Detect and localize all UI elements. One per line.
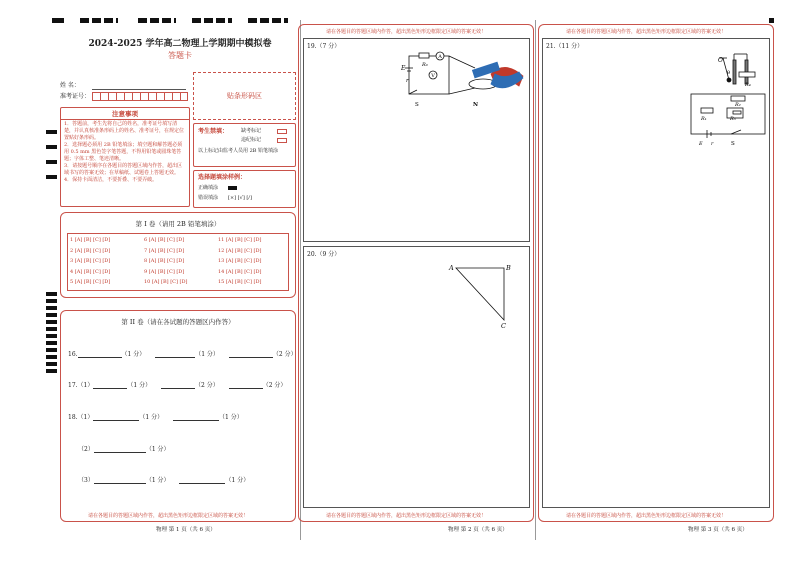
page3-footer-note: 请在各题目的答题区域内作答，超出黑色矩形边框限定区域的答案无效！ <box>566 513 727 519</box>
timing-mark <box>46 175 57 179</box>
choice-question-row[interactable]: 10 [A] [B] [C] [D] <box>144 279 188 285</box>
choice-question-row[interactable]: 9 [A] [B] [C] [D] <box>144 268 185 275</box>
page-title: 2024-2025 学年高二物理上学期期中模拟卷 <box>88 39 272 49</box>
status-box <box>193 123 296 167</box>
correct-fill-sample <box>228 186 237 190</box>
wrong-fill-label: 错误填涂 <box>198 195 219 201</box>
note-item: 4．保持卡面清洁，不要折叠、不要弄破。 <box>64 177 158 183</box>
fill-example-box <box>193 170 296 208</box>
page3-number: 物理 第 3 页（共 6 页） <box>688 527 748 533</box>
note-item: 1．答题前，考生先将自己的姓名，准考证号填写清楚，并认真核准条形码上的姓名、准考证号，在规定位置贴好条形码。 <box>64 121 185 141</box>
section2-title: 第 II 卷（请在各试题的答题区内作答） <box>121 318 235 326</box>
resistance-r-label: r <box>406 78 409 84</box>
timing-mark <box>80 18 118 23</box>
timing-mark-strip <box>46 292 57 374</box>
page2-number: 物理 第 2 页（共 6 页） <box>448 527 508 533</box>
exam-no-label: 准考证号： <box>60 93 91 100</box>
section1-title: 第 I 卷（请用 2B 铅笔填涂） <box>135 220 221 228</box>
choice-question-row[interactable]: 2 [A] [B] [C] [D] <box>70 247 111 254</box>
violation-label: 违纪标记 <box>241 137 262 143</box>
page-subtitle: 答题卡 <box>168 51 192 60</box>
r4-label: R₄ <box>745 82 751 88</box>
switch-label: S <box>415 102 419 108</box>
notes-heading: 注意事项 <box>61 108 189 120</box>
magnet-s-label: S <box>485 58 489 64</box>
correct-fill-label: 正确填涂 <box>198 185 219 191</box>
barcode-area <box>193 72 296 120</box>
choice-question-row[interactable]: 12 [A] [B] [C] [D] <box>218 247 262 254</box>
wrong-fill-marks: [×] [√] [/] <box>228 195 252 201</box>
choice-question-row[interactable]: 5 [A] [B] [C] [D] <box>70 279 111 285</box>
timing-mark <box>46 160 57 164</box>
switch-label: S <box>731 141 735 146</box>
name-field[interactable] <box>92 89 186 90</box>
vertex-b-label: B <box>506 264 511 272</box>
vertex-c-label: C <box>501 322 506 330</box>
choice-question-row[interactable]: 11 [A] [B] [C] [D] <box>218 237 262 243</box>
choice-question-row[interactable]: 1 [A] [B] [C] [D] <box>70 237 111 243</box>
timing-mark <box>46 130 57 134</box>
emf-label: E <box>699 141 703 146</box>
resistance-r-label: r <box>711 141 714 146</box>
absent-label: 缺考标记 <box>241 128 262 134</box>
page2-footer-note: 请在各题目的答题区域内作答，超出黑色矩形边框限定区域的答案无效！ <box>326 513 487 519</box>
q19-circuit-diagram <box>395 48 535 118</box>
q21-circuit-diagram <box>683 50 773 146</box>
choice-question-row[interactable]: 8 [A] [B] [C] [D] <box>144 258 185 264</box>
timing-mark <box>46 145 57 149</box>
voltmeter-label: V <box>431 73 435 79</box>
q21-label: 21.（11 分） <box>546 43 584 50</box>
violation-checkbox[interactable] <box>277 138 287 143</box>
q19-label: 19.（7 分） <box>307 43 341 50</box>
choice-question-row[interactable]: 3 [A] [B] [C] [D] <box>70 258 111 264</box>
vertex-a-label: A <box>449 264 454 272</box>
name-label: 姓 名： <box>60 82 80 89</box>
q16-answer-line[interactable]: 16. （1 分） （1 分） （2 分） <box>68 351 297 358</box>
r3-label: R₃ <box>730 116 736 122</box>
choice-question-row[interactable]: 14 [A] [B] [C] [D] <box>218 268 262 275</box>
q20-triangle-diagram <box>446 260 516 332</box>
emf-label: E <box>401 65 406 72</box>
timing-mark <box>52 18 64 23</box>
page-divider <box>535 20 536 540</box>
choice-question-row[interactable]: 4 [A] [B] [C] [D] <box>70 268 111 275</box>
timing-mark <box>192 18 232 23</box>
absent-checkbox[interactable] <box>277 129 287 134</box>
theta-label: θ <box>727 70 731 76</box>
page1-footer-note: 请在各题目的答题区域内作答，超出黑色矩形边框限定区域的答案无效！ <box>88 513 249 519</box>
q18-2-answer-line[interactable]: （2） （1 分） <box>78 446 170 453</box>
status-label: 考生禁填： <box>198 128 229 135</box>
q17-answer-line[interactable]: 17.（1） （1 分） （2 分） （2 分） <box>68 382 287 389</box>
r1-label: R₁ <box>701 116 707 122</box>
magnet-n-label: N <box>473 102 479 108</box>
page1-number: 物理 第 1 页（共 6 页） <box>156 527 216 533</box>
q20-label: 20.（9 分） <box>307 251 341 258</box>
section1-box <box>60 212 296 298</box>
q18-1-answer-line[interactable]: 18.（1） （1 分） （1 分） <box>68 414 243 421</box>
status-note: 以上标记由监考人员用 2B 铅笔填涂 <box>198 148 279 154</box>
page2-header-note: 请在各题目的答题区域内作答，超出黑色矩形边框限定区域的答案无效！ <box>326 29 487 35</box>
pivot-o-label: O <box>718 57 723 64</box>
notes-box <box>60 107 190 207</box>
q18-3-answer-line[interactable]: （3） （1 分） （1 分） <box>78 477 250 484</box>
choice-question-row[interactable]: 15 [A] [B] [C] [D] <box>218 279 262 285</box>
choice-question-row[interactable]: 7 [A] [B] [C] [D] <box>144 247 185 254</box>
choice-question-row[interactable]: 6 [A] [B] [C] [D] <box>144 237 185 243</box>
exam-no-boxes[interactable] <box>92 92 188 101</box>
r0-label: R₀ <box>422 62 428 68</box>
choice-question-row[interactable]: 13 [A] [B] [C] [D] <box>218 258 262 264</box>
timing-mark <box>248 18 288 23</box>
barcode-label: 贴条形码区 <box>227 92 262 100</box>
timing-mark <box>138 18 176 23</box>
note-item: 3．请按题号顺序在各题目的答题区域内作答，超出区域书写的答案无效；在草稿纸、试题卷上答题无效。 <box>64 163 183 176</box>
ammeter-label: A <box>438 54 442 60</box>
fill-example-heading: 选择题填涂样例： <box>198 174 247 181</box>
note-item: 2．选择题必须用 2B 铅笔填涂；填空题和解答题必须用 0.5 mm 黑色签字笔答题，不得用铅笔或圆珠笔答题；字体工整、笔迹清晰。 <box>64 142 183 162</box>
r2-label: R₂ <box>735 102 741 108</box>
timing-mark <box>769 18 774 23</box>
page3-header-note: 请在各题目的答题区域内作答，超出黑色矩形边框限定区域的答案无效！ <box>566 29 727 35</box>
